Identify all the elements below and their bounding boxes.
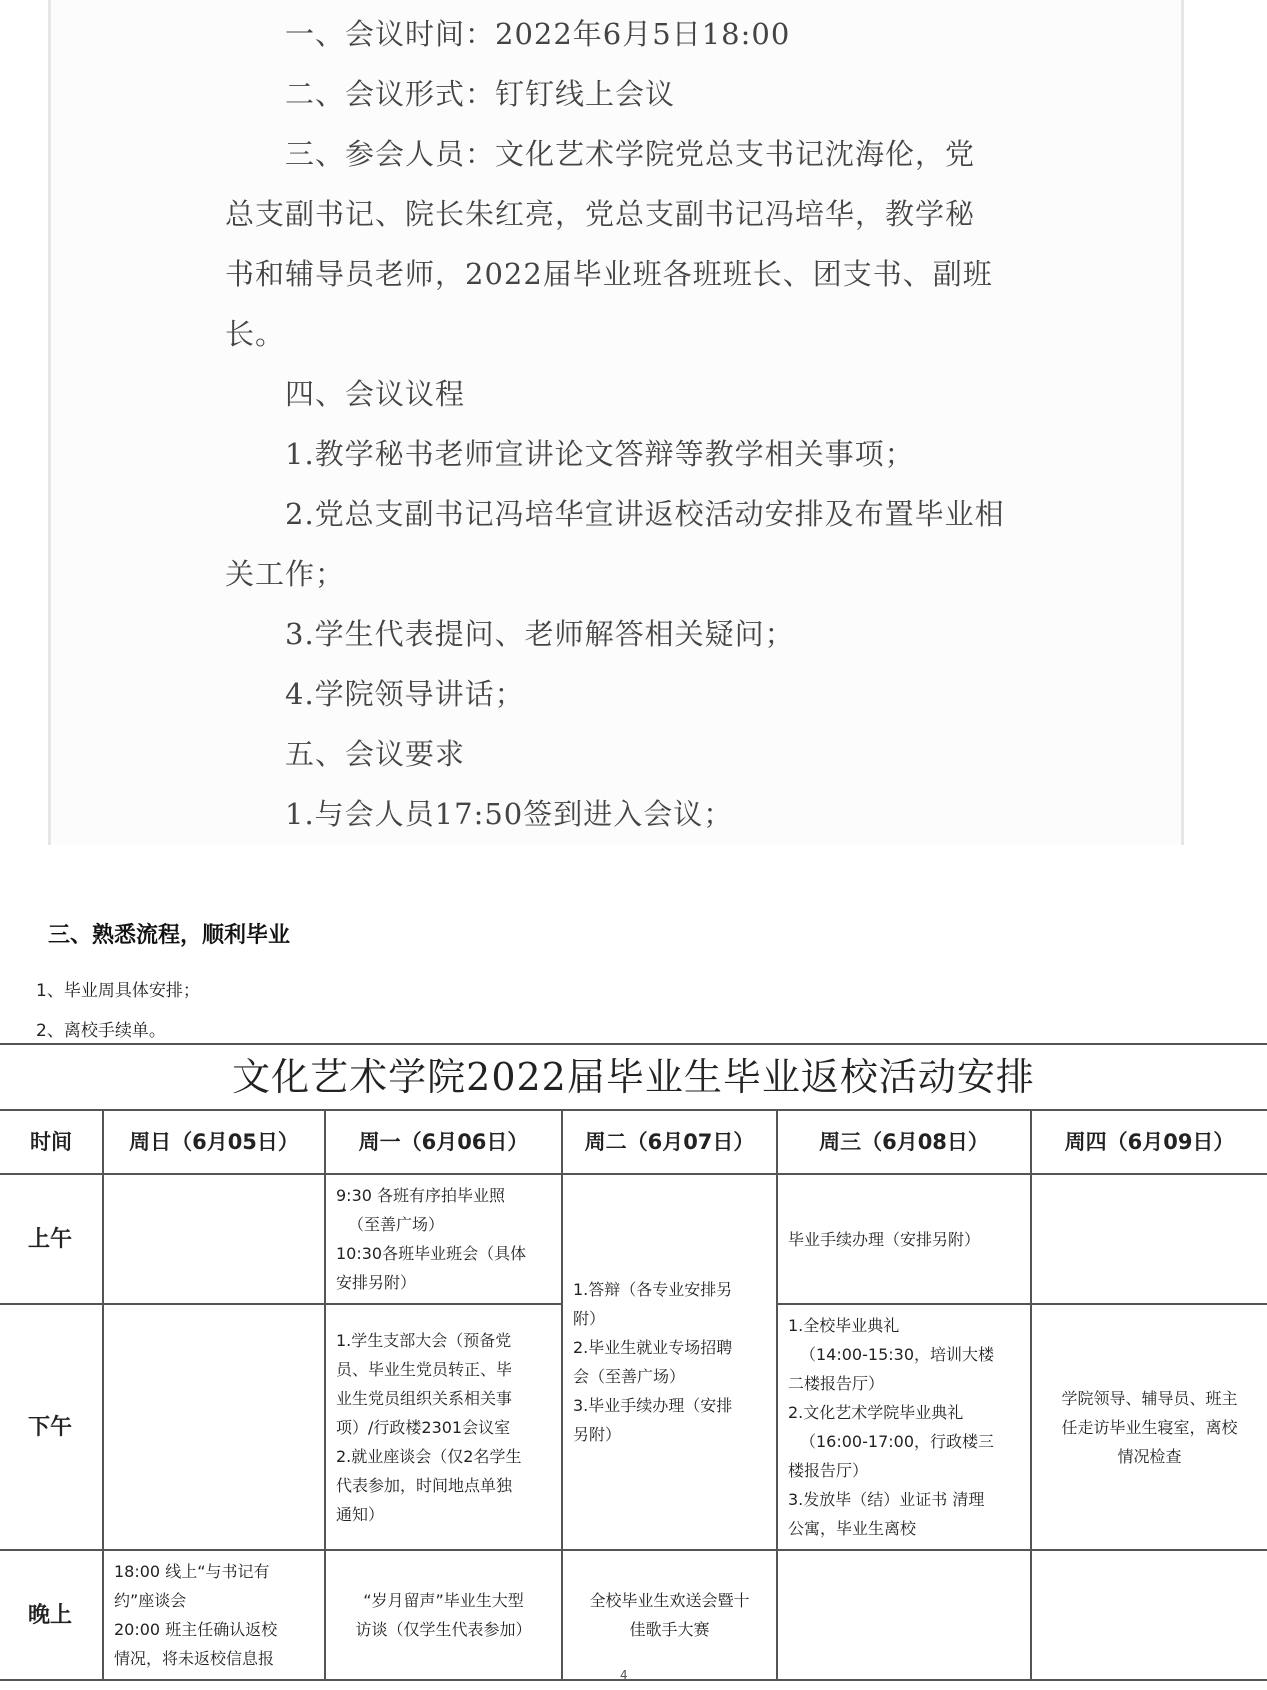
cell-mon-afternoon <box>325 1304 562 1550</box>
cell-sun-morning <box>103 1174 325 1304</box>
cell-line: 任走访毕业生寝室，离校 <box>1061 1417 1238 1437</box>
cell-line: 1.学生支部大会（预备党 <box>336 1330 512 1350</box>
schedule-table <box>0 1043 1267 1681</box>
scanned-notice-page <box>48 0 1184 845</box>
cell-line: 项）/行政楼2301会议室 <box>336 1417 511 1437</box>
agenda-item-4: 4.学院领导讲话； <box>285 677 525 711</box>
attendees-line-2: 总支副书记、院长朱红亮，党总支副书记冯培华，教学秘 <box>225 197 976 231</box>
header-tuesday: 周二（6月07日） <box>562 1110 777 1174</box>
cell-wed-afternoon <box>777 1304 1031 1550</box>
cell-line: 10:30各班毕业班会（具体 <box>336 1244 527 1263</box>
schedule-header-row <box>0 1110 1267 1174</box>
attendees-line-3: 书和辅导员老师，2022届毕业班各班班长、团支书、副班 <box>225 257 993 291</box>
agenda-heading: 四、会议议程 <box>285 377 466 411</box>
period-morning: 上午 <box>0 1174 103 1304</box>
cell-mon-morning <box>325 1174 562 1304</box>
cell-line: 9:30 各班有序拍毕业照 <box>336 1186 506 1205</box>
section-item-2: 2、离校手续单。 <box>36 1021 166 1041</box>
cell-line: 附） <box>573 1309 606 1328</box>
cell-sun-evening <box>103 1550 325 1680</box>
cell-thu-afternoon <box>1031 1304 1267 1550</box>
cell-wed-morning <box>777 1174 1031 1304</box>
cell-line: （14:00-15:30，培训大楼 <box>800 1345 994 1364</box>
cell-line: 另附） <box>573 1425 622 1444</box>
header-wednesday: 周三（6月08日） <box>777 1110 1031 1174</box>
cell-line: “岁月留声”毕业生大型 <box>363 1591 524 1610</box>
cell-wed-evening <box>777 1550 1031 1680</box>
cell-thu-morning <box>1031 1174 1267 1304</box>
cell-line: 访谈（仅学生代表参加） <box>355 1620 532 1639</box>
cell-line: 佳歌手大赛 <box>629 1620 710 1639</box>
cell-line: 2.就业座谈会（仅2名学生 <box>336 1446 522 1466</box>
header-thursday: 周四（6月09日） <box>1031 1110 1267 1174</box>
cell-line: 18:00 线上“与书记有 <box>114 1562 270 1581</box>
agenda-item-2-line-2: 关工作； <box>225 557 346 591</box>
agenda-item-3: 3.学生代表提问、老师解答相关疑问； <box>285 617 795 651</box>
cell-line: 二楼报告厅） <box>788 1374 885 1393</box>
meeting-time: 一、会议时间：2022年6月5日18:00 <box>285 17 791 51</box>
cell-line: 2.文化艺术学院毕业典礼 <box>788 1403 964 1422</box>
cell-line: 1.全校毕业典礼 <box>788 1316 900 1335</box>
cell-line: 3.发放毕（结）业证书 清理 <box>788 1490 985 1509</box>
cell-line: 楼报告厅） <box>788 1461 869 1480</box>
agenda-item-2-line-1: 2.党总支副书记冯培华宣讲返校活动安排及布置毕业相 <box>285 497 1005 531</box>
cell-line: 情况检查 <box>1117 1446 1182 1466</box>
section-title: 三、熟悉流程，顺利毕业 <box>48 922 291 948</box>
cell-line: 20:00 班主任确认返校 <box>114 1620 278 1639</box>
attendees-line-1: 三、参会人员：文化艺术学院党总支书记沈海伦，党 <box>285 137 976 171</box>
cell-line: （至善广场） <box>348 1215 445 1234</box>
morning-row <box>0 1174 1267 1304</box>
cell-line: 通知） <box>336 1504 385 1524</box>
cell-thu-evening <box>1031 1550 1267 1680</box>
section-item-1: 1、毕业周具体安排； <box>36 981 200 1001</box>
cell-mon-evening <box>325 1550 562 1680</box>
cell-line: 约”座谈会 <box>114 1591 187 1610</box>
header-monday: 周一（6月06日） <box>325 1110 562 1174</box>
cell-line: 会（至善广场） <box>573 1367 686 1386</box>
requirements-heading: 五、会议要求 <box>285 737 466 771</box>
cell-line: 毕业手续办理（安排另附） <box>788 1229 981 1249</box>
cell-line: 公寓，毕业生离校 <box>788 1519 917 1538</box>
requirement-item-1: 1.与会人员17:50签到进入会议； <box>285 797 734 831</box>
header-time: 时间 <box>0 1110 103 1174</box>
meeting-form: 二、会议形式：钉钉线上会议 <box>285 77 676 111</box>
cell-line: 3.毕业手续办理（安排 <box>573 1396 733 1415</box>
cell-line: 情况，将未返校信息报 <box>114 1649 275 1668</box>
period-afternoon: 下午 <box>0 1304 103 1550</box>
schedule-title: 文化艺术学院2022届毕业生毕业返校活动安排 <box>0 1044 1267 1110</box>
cell-tue-evening <box>562 1550 777 1680</box>
cell-line: 员、毕业生党员转正、毕 <box>336 1359 513 1379</box>
cell-line: 全校毕业生欢送会暨十 <box>589 1591 750 1610</box>
agenda-item-1: 1.教学秘书老师宣讲论文答辩等教学相关事项； <box>285 437 915 471</box>
cell-line: 学院领导、辅导员、班主 <box>1061 1388 1238 1408</box>
cell-line: （16:00-17:00，行政楼三 <box>800 1432 994 1451</box>
cell-line: 2.毕业生就业专场招聘 <box>573 1338 733 1357</box>
cell-line: 代表参加，时间地点单独 <box>336 1475 513 1495</box>
period-evening: 晚上 <box>0 1550 103 1680</box>
cell-tue-day <box>562 1174 777 1550</box>
evening-row <box>0 1550 1267 1680</box>
cell-line: 1.答辩（各专业安排另 <box>573 1280 733 1299</box>
cell-sun-afternoon <box>103 1304 325 1550</box>
attendees-line-4: 长。 <box>225 317 286 351</box>
header-sunday: 周日（6月05日） <box>103 1110 325 1174</box>
cell-line: 安排另附） <box>336 1273 417 1292</box>
page-number: 4 <box>620 1668 628 1682</box>
cell-line: 业生党员组织关系相关事 <box>336 1388 513 1408</box>
